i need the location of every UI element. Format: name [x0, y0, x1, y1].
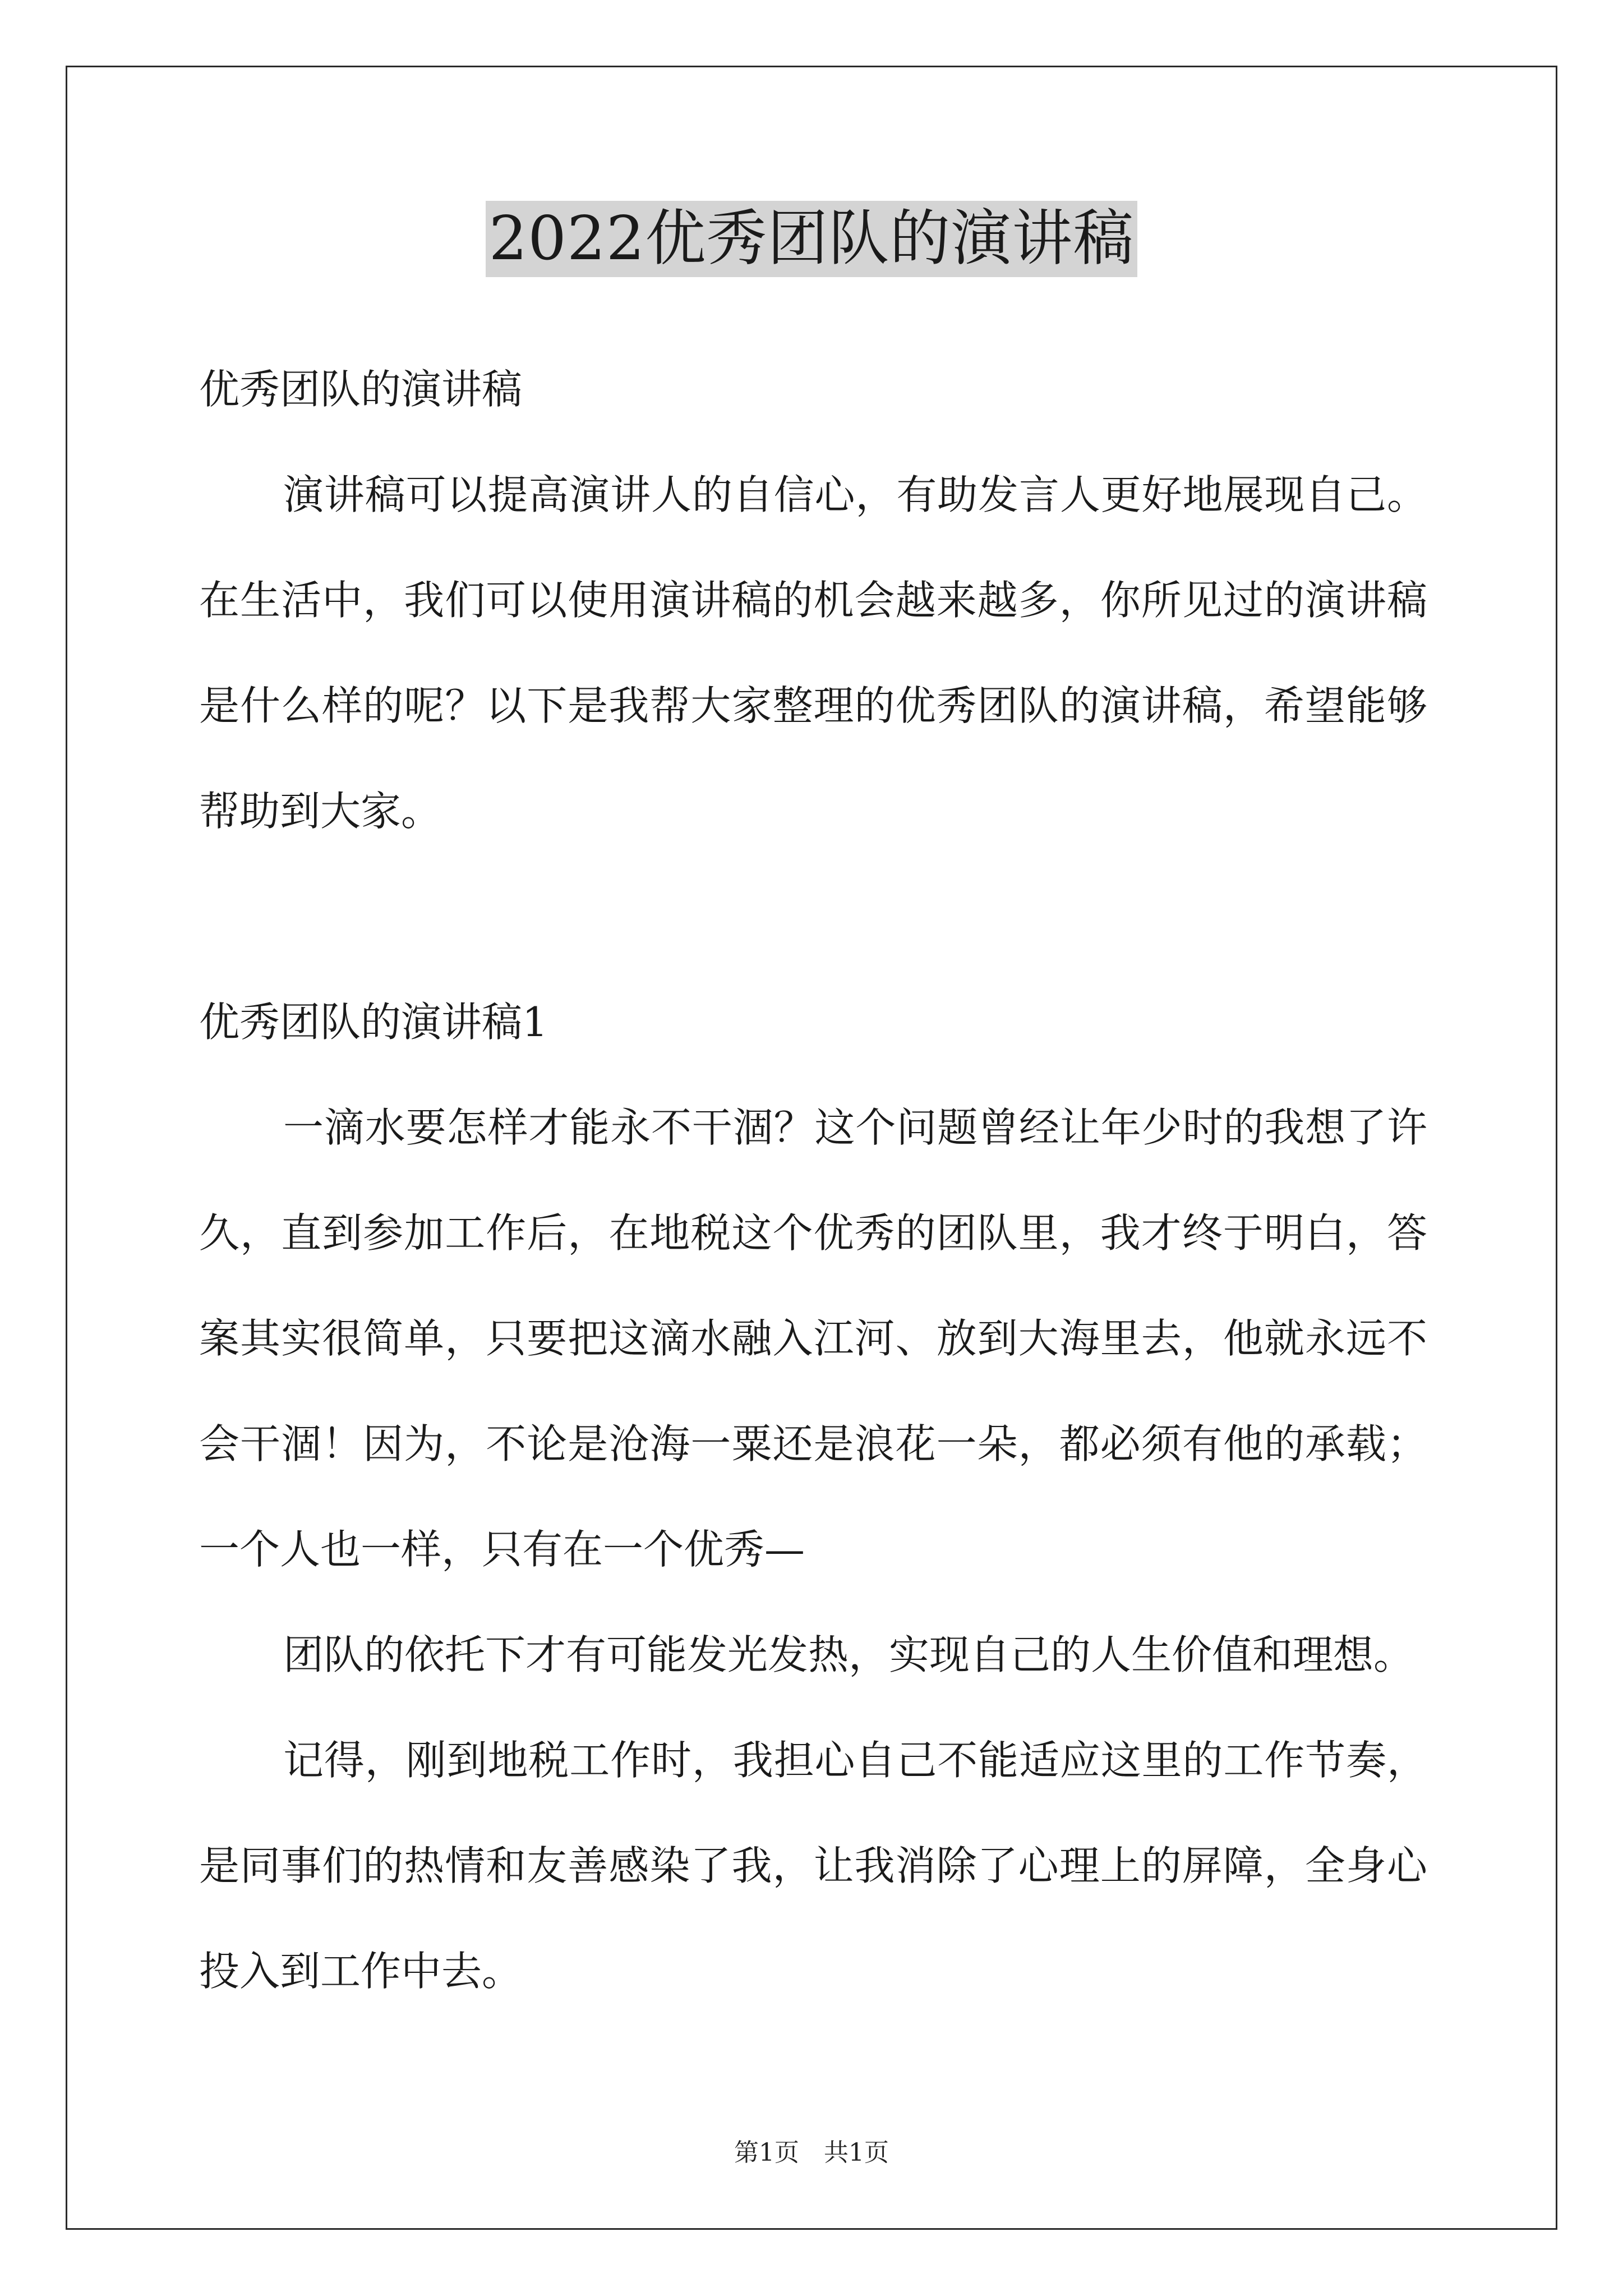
- paragraph-line: 记得，刚到地税工作时，我担心自己不能适应这里的工作节奏，: [283, 1737, 1427, 1784]
- paragraph-line: 案其实很简单，只要把这滴水融入江河、放到大海里去，他就永远不: [199, 1315, 1427, 1362]
- paragraph-line: 会干涸！因为，不论是沧海一粟还是浪花一朵，都必须有他的承载；: [199, 1420, 1427, 1467]
- paragraph-line: 帮助到大家。: [199, 788, 442, 835]
- paragraph-gap: [199, 864, 1427, 969]
- paragraph-line: 一滴水要怎样才能永不干涸？这个问题曾经让年少时的我想了许: [283, 1104, 1427, 1151]
- section-heading: 优秀团队的演讲稿1: [199, 999, 548, 1046]
- page-footer: 第1页 共1页: [734, 2138, 889, 2167]
- section-heading: 优秀团队的演讲稿: [199, 366, 523, 413]
- paragraph-line: 演讲稿可以提高演讲人的自信心，有助发言人更好地展现自己。: [283, 471, 1427, 518]
- title-container: [0, 201, 1623, 277]
- paragraph-line: 久，直到参加工作后，在地税这个优秀的团队里，我才终于明白，答: [199, 1209, 1427, 1257]
- paragraph-line: 团队的依托下才有可能发光发热，实现自己的人生价值和理想。: [283, 1631, 1414, 1678]
- paragraph-line: 在生活中，我们可以使用演讲稿的机会越来越多，你所见过的演讲稿: [199, 577, 1427, 624]
- paragraph-line: 投入到工作中去。: [199, 1948, 523, 1995]
- paragraph-line: 是什么样的呢？以下是我帮大家整理的优秀团队的演讲稿，希望能够: [199, 682, 1427, 729]
- document-body: [199, 337, 1427, 2024]
- paragraph-line: 一个人也一样，只有在一个优秀—: [199, 1526, 805, 1573]
- paragraph-line: 是同事们的热情和友善感染了我，让我消除了心理上的屏障，全身心: [199, 1842, 1427, 1889]
- document-title: 2022优秀团队的演讲稿: [486, 201, 1138, 277]
